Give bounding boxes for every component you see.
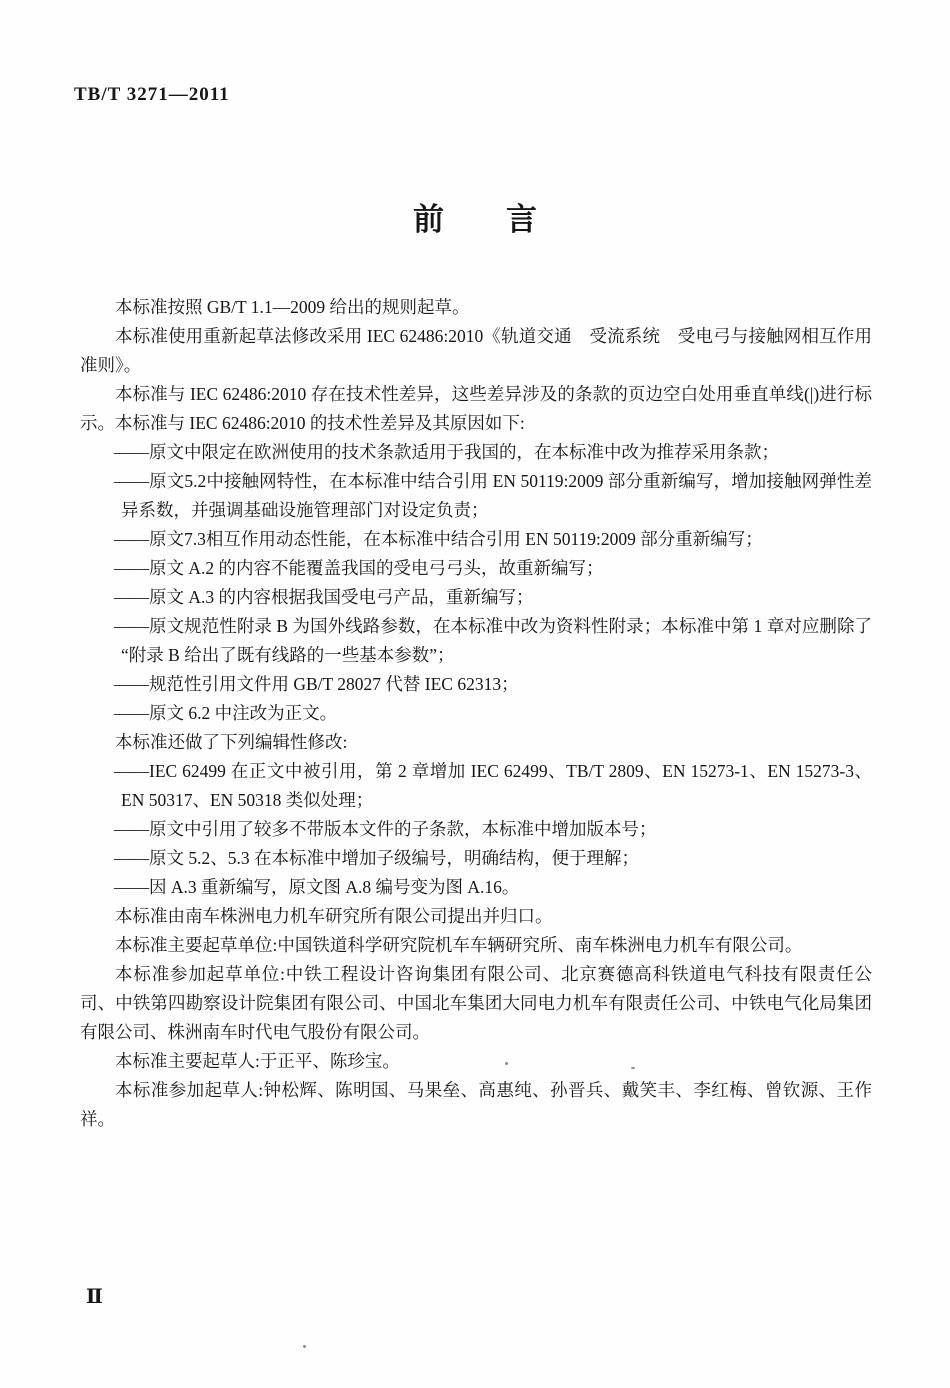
dash-item: ——原文规范性附录 B 为国外线路参数，在本标准中改为资料性附录；本标准中第 1 章对应删除了“附录 B 给出了既有线路的一些基本参数”； — [114, 616, 872, 665]
paragraph: 本标准按照 GB/T 1.1—2009 给出的规则起草。 — [115, 297, 470, 317]
dash-item: ——原文中限定在欧洲使用的技术条款适用于我国的，在本标准中改为推荐采用条款； — [114, 442, 779, 462]
scan-speck — [505, 1062, 508, 1065]
standard-number: TB/T 3271—2011 — [74, 84, 230, 105]
page-title: 前 言 — [413, 202, 537, 237]
dash-item: ——规范性引用文件用 GB/T 28027 代替 IEC 62313； — [114, 674, 519, 694]
dash-item: ——原文 A.2 的内容不能覆盖我国的受电弓弓头，故重新编写； — [114, 558, 604, 578]
paragraph: 本标准还做了下列编辑性修改: — [115, 732, 348, 752]
dash-item: ——IEC 62499 在正文中被引用，第 2 章增加 IEC 62499、TB/T 2809、EN 15273-1、EN 15273-3、EN 50317、EN 50318 类似处理； — [114, 761, 872, 810]
dash-item: ——原文 6.2 中注改为正文。 — [114, 703, 338, 723]
scan-speck — [303, 1345, 306, 1348]
paragraph: 本标准使用重新起草法修改采用 IEC 62486:2010《轨道交通 受流系统 受电弓与接触网相互作用准则》。 — [80, 326, 872, 375]
paragraph: 本标准参加起草单位:中铁工程设计咨询集团有限公司、北京赛德高科铁道电气科技有限责任公司、中铁第四勘察设计院集团有限公司、中国北车集团大同电力机车有限责任公司、中铁电气化局集团有限公司、株洲南车时代电气股份有限公司。 — [80, 964, 872, 1042]
paragraph: 本标准参加起草人:钟松辉、陈明国、马果垒、高惠纯、孙晋兵、戴笑丰、李红梅、曾钦源、王作祥。 — [80, 1080, 872, 1129]
dash-item: ——原文 5.2、5.3 在本标准中增加子级编号，明确结构，便于理解； — [114, 848, 639, 868]
page-number: Ⅱ — [86, 1286, 103, 1308]
scan-speck — [631, 1067, 635, 1069]
foreword-body — [80, 293, 872, 1134]
dash-item: ——原文7.3相互作用动态性能，在本标准中结合引用 EN 50119:2009 部分重新编写； — [114, 529, 763, 549]
paragraph: 本标准主要起草单位:中国铁道科学研究院机车车辆研究所、南车株洲电力机车有限公司。 — [115, 935, 803, 955]
dash-item: ——因 A.3 重新编写，原文图 A.8 编号变为图 A.16。 — [114, 877, 520, 897]
paragraph: 本标准与 IEC 62486:2010 存在技术性差异，这些差异涉及的条款的页边空白处用垂直单线(|)进行标示。本标准与 IEC 62486:2010 的技术性差异及其原因如下: — [80, 384, 872, 433]
dash-item: ——原文 A.3 的内容根据我国受电弓产品，重新编写； — [114, 587, 534, 607]
dash-item: ——原文5.2中接触网特性，在本标准中结合引用 EN 50119:2009 部分重新编写，增加接触网弹性差异系数，并强调基础设施管理部门对设定负责； — [114, 471, 872, 520]
paragraph: 本标准由南车株洲电力机车研究所有限公司提出并归口。 — [115, 906, 553, 926]
dash-item: ——原文中引用了较多不带版本文件的子条款，本标准中增加版本号； — [114, 819, 657, 839]
paragraph: 本标准主要起草人:于正平、陈珍宝。 — [115, 1051, 400, 1071]
